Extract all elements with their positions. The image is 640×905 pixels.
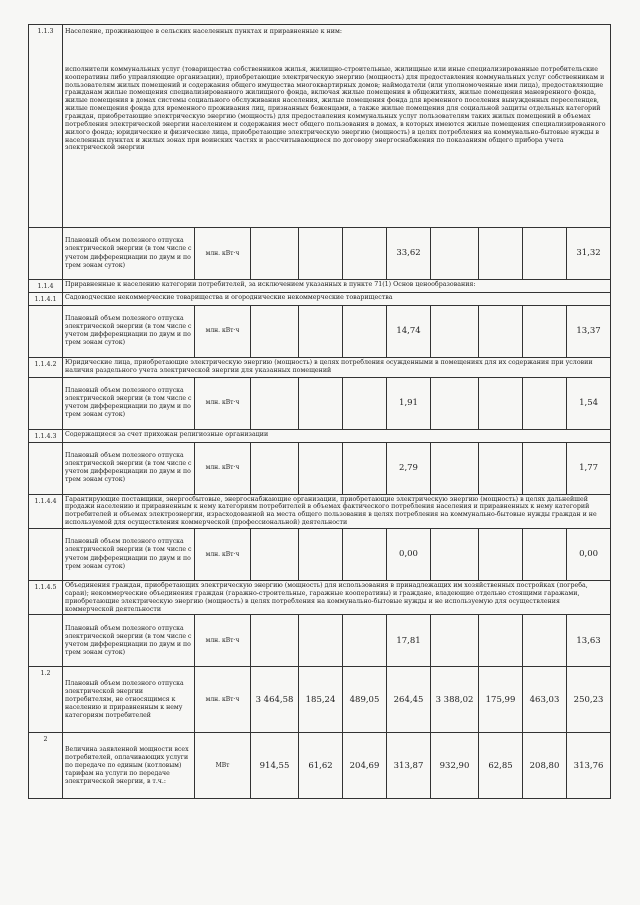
row-number: 1.1.4.1	[29, 292, 63, 305]
value-cell	[343, 228, 387, 280]
value-cell: 463,03	[523, 667, 567, 733]
value-cell: 13,63	[567, 615, 611, 667]
value-cell	[343, 305, 387, 357]
value-cell	[479, 615, 523, 667]
value-cell	[523, 442, 567, 494]
value-cell	[431, 615, 479, 667]
category-title: Содержащиеся за счет прихожан религиозные организации	[65, 430, 269, 438]
row-number	[29, 305, 63, 357]
category-details: исполнители коммунальных услуг (товарищества собственников жилья, жилищно-строительные, жилищные или иные специализированные потребительские кооперативы либо управляющие организации), приобретающие электрическую энергию (мощность) для предоставления коммунальных услуг собственникам и пользователям жилых помещений и содержания общего имущества многоквартирных домов; наймодатели (или уполномоченные ими лица), предоставляющие гражданам жилые помещения специализированного жилищного фонда, включая жилые помещения в общежитиях, жилые помещения маневренного фонда, жилые помещения в домах системы социального обслуживания населения, жилые помещения фонда для временного поселения вынужденных переселенцев, жилые помещения фонда для временного проживания лиц, признанных беженцами, а также жилые помещения для социальной защиты отдельных категорий граждан, приобретающие электрическую энергию (мощность) для предоставления коммунальных услуг пользователям таких жилых помещений в объемах потребления электрической энергии населением и содержания мест общего пользования в домах, в которых имеются жилые помещения специализированного жилого фонда; юридические и физические лица, приобретающие электрическую энергию (мощность) в целях потребления на коммунально-бытовые нужды в населенных пунктах и жилых зонах при воинских частях и рассчитывающиеся по договору энергоснабжения по показаниям общего прибора учета электрической энергии	[65, 65, 606, 152]
data-row	[29, 377, 611, 429]
category-title: Население, проживающее в сельских населенных пунктах и приравненные к ним:	[65, 28, 342, 35]
value-cell: 1,91	[387, 377, 431, 429]
category-row	[29, 280, 611, 293]
data-row	[29, 305, 611, 357]
indicator-label: Плановый объем полезного отпуска электрической энергии (в том числе с учетом дифференциации по двум и по трем зонам суток)	[63, 228, 195, 280]
value-cell	[299, 529, 343, 581]
unit-cell: МВт	[195, 733, 251, 799]
value-cell: 17,81	[387, 615, 431, 667]
category-row	[29, 581, 611, 615]
unit-cell: млн. кВт·ч	[195, 228, 251, 280]
value-cell	[251, 529, 299, 581]
row-number: 2	[29, 733, 63, 799]
value-cell: 313,87	[387, 733, 431, 799]
value-cell	[431, 442, 479, 494]
category-title: Объединения граждан, приобретающих электрическую энергию (мощность) для использования в принадлежащих им хозяйственных постройках (погреба, сараи); некоммерческие объединения граждан (гаражно-строительные, гаражные кооперативы) и граждане, владеющие отдельно стоящими гаражами, приобретающие электрическую энергию (мощность) в целях потребления на коммунально-бытовые нужды и не используемую для осуществления коммерческой деятельности	[65, 582, 588, 613]
category-text	[63, 280, 611, 293]
value-cell: 1,77	[567, 442, 611, 494]
row-number	[29, 442, 63, 494]
value-cell: 13,37	[567, 305, 611, 357]
value-cell	[343, 377, 387, 429]
value-cell: 175,99	[479, 667, 523, 733]
unit-cell: млн. кВт·ч	[195, 615, 251, 667]
value-cell	[523, 529, 567, 581]
value-cell: 3 464,58	[251, 667, 299, 733]
unit-cell: млн. кВт·ч	[195, 442, 251, 494]
value-cell	[299, 615, 343, 667]
category-text	[63, 25, 611, 228]
value-cell: 14,74	[387, 305, 431, 357]
row-number: 1.1.4	[29, 280, 63, 293]
value-cell	[479, 529, 523, 581]
value-cell: 313,76	[567, 733, 611, 799]
value-cell	[299, 305, 343, 357]
value-cell	[479, 228, 523, 280]
indicator-label: Плановый объем полезного отпуска электрической энергии (в том числе с учетом дифференциации по двум и по трем зонам суток)	[63, 442, 195, 494]
value-cell: 204,69	[343, 733, 387, 799]
category-row	[29, 494, 611, 528]
value-cell: 2,79	[387, 442, 431, 494]
tariff-table	[28, 24, 611, 799]
row-number: 1.1.4.5	[29, 581, 63, 615]
value-cell: 250,23	[567, 667, 611, 733]
row-number: 1.1.4.3	[29, 429, 63, 442]
value-cell: 0,00	[387, 529, 431, 581]
value-cell	[431, 228, 479, 280]
data-row	[29, 733, 611, 799]
value-cell: 208,80	[523, 733, 567, 799]
category-text	[63, 357, 611, 377]
value-cell: 62,85	[479, 733, 523, 799]
category-row	[29, 25, 611, 228]
category-row	[29, 429, 611, 442]
unit-cell: млн. кВт·ч	[195, 377, 251, 429]
value-cell: 33,62	[387, 228, 431, 280]
indicator-label: Плановый объем полезного отпуска электрической энергии (в том числе с учетом дифференциации по двум и по трем зонам суток)	[63, 377, 195, 429]
indicator-label: Плановый объем полезного отпуска электрической энергии (в том числе с учетом дифференциации по двум и по трем зонам суток)	[63, 529, 195, 581]
tariff-table-sheet	[28, 24, 610, 799]
category-row	[29, 357, 611, 377]
row-number: 1.1.4.4	[29, 494, 63, 528]
value-cell: 0,00	[567, 529, 611, 581]
value-cell: 264,45	[387, 667, 431, 733]
value-cell: 185,24	[299, 667, 343, 733]
value-cell	[479, 377, 523, 429]
value-cell	[251, 442, 299, 494]
value-cell	[299, 442, 343, 494]
row-number	[29, 228, 63, 280]
category-text	[63, 494, 611, 528]
value-cell	[479, 442, 523, 494]
value-cell	[523, 305, 567, 357]
value-cell	[251, 228, 299, 280]
category-row	[29, 292, 611, 305]
row-number: 1.2	[29, 667, 63, 733]
indicator-label: Плановый объем полезного отпуска электрической энергии (в том числе с учетом дифференциации по двум и по трем зонам суток)	[63, 305, 195, 357]
value-cell: 932,90	[431, 733, 479, 799]
value-cell	[431, 377, 479, 429]
row-number: 1.1.3	[29, 25, 63, 228]
indicator-label: Величина заявленной мощности всех потребителей, оплачивающих услуги по передаче по единым (котловым) тарифам на услуги по передаче электрической энергии, в т.ч.:	[63, 733, 195, 799]
value-cell: 1,54	[567, 377, 611, 429]
category-text	[63, 581, 611, 615]
category-text	[63, 292, 611, 305]
value-cell	[523, 377, 567, 429]
value-cell	[299, 377, 343, 429]
row-number: 1.1.4.2	[29, 357, 63, 377]
value-cell	[431, 529, 479, 581]
data-row	[29, 615, 611, 667]
category-title: Садоводческие некоммерческие товарищества и огороднические некоммерческие товарищества	[65, 293, 393, 301]
value-cell	[479, 305, 523, 357]
value-cell	[299, 228, 343, 280]
row-number	[29, 529, 63, 581]
value-cell: 31,32	[567, 228, 611, 280]
value-cell	[251, 377, 299, 429]
data-row	[29, 667, 611, 733]
category-title: Приравненные к населению категории потребителей, за исключением указанных в пункте 71(1) Основ ценообразования:	[65, 281, 476, 288]
unit-cell: млн. кВт·ч	[195, 529, 251, 581]
value-cell	[523, 228, 567, 280]
value-cell: 914,55	[251, 733, 299, 799]
unit-cell: млн. кВт·ч	[195, 305, 251, 357]
category-title: Гарантирующие поставщики, энергосбытовые, энергоснабжающие организации, приобретающие электрическую энергию (мощность) в целях дальнейшей продажи населению и приравненным к нему категориям потребителей в объемах фактического потребления населения и приравненных к нему категорий потребителей и объемах электроэнергии, израсходованной на места общего пользования в целях потребления на коммунально-бытовые нужды граждан и не используемой для осуществления коммерческой (профессиональной) деятельности	[65, 495, 597, 527]
indicator-label: Плановый объем полезного отпуска электрической энергии (в том числе с учетом дифференциации по двум и по трем зонам суток)	[63, 615, 195, 667]
value-cell	[431, 305, 479, 357]
value-cell	[523, 615, 567, 667]
row-number	[29, 615, 63, 667]
row-number	[29, 377, 63, 429]
value-cell: 61,62	[299, 733, 343, 799]
value-cell	[251, 615, 299, 667]
category-title: Юридические лица, приобретающие электрическую энергию (мощность) в целях потребления осужденными в помещениях для их содержания при условии наличия раздельного учета электрической энергии для указанных помещений	[65, 358, 593, 374]
value-cell	[343, 442, 387, 494]
value-cell	[343, 529, 387, 581]
unit-cell: млн. кВт·ч	[195, 667, 251, 733]
value-cell: 3 388,02	[431, 667, 479, 733]
value-cell	[343, 615, 387, 667]
value-cell	[251, 305, 299, 357]
data-row	[29, 442, 611, 494]
value-cell: 489,05	[343, 667, 387, 733]
data-row	[29, 529, 611, 581]
indicator-label: Плановый объем полезного отпуска электрической энергии потребителям, не относящимся к населению и приравненным к нему категориям потребителей	[63, 667, 195, 733]
category-text	[63, 429, 611, 442]
data-row	[29, 228, 611, 280]
